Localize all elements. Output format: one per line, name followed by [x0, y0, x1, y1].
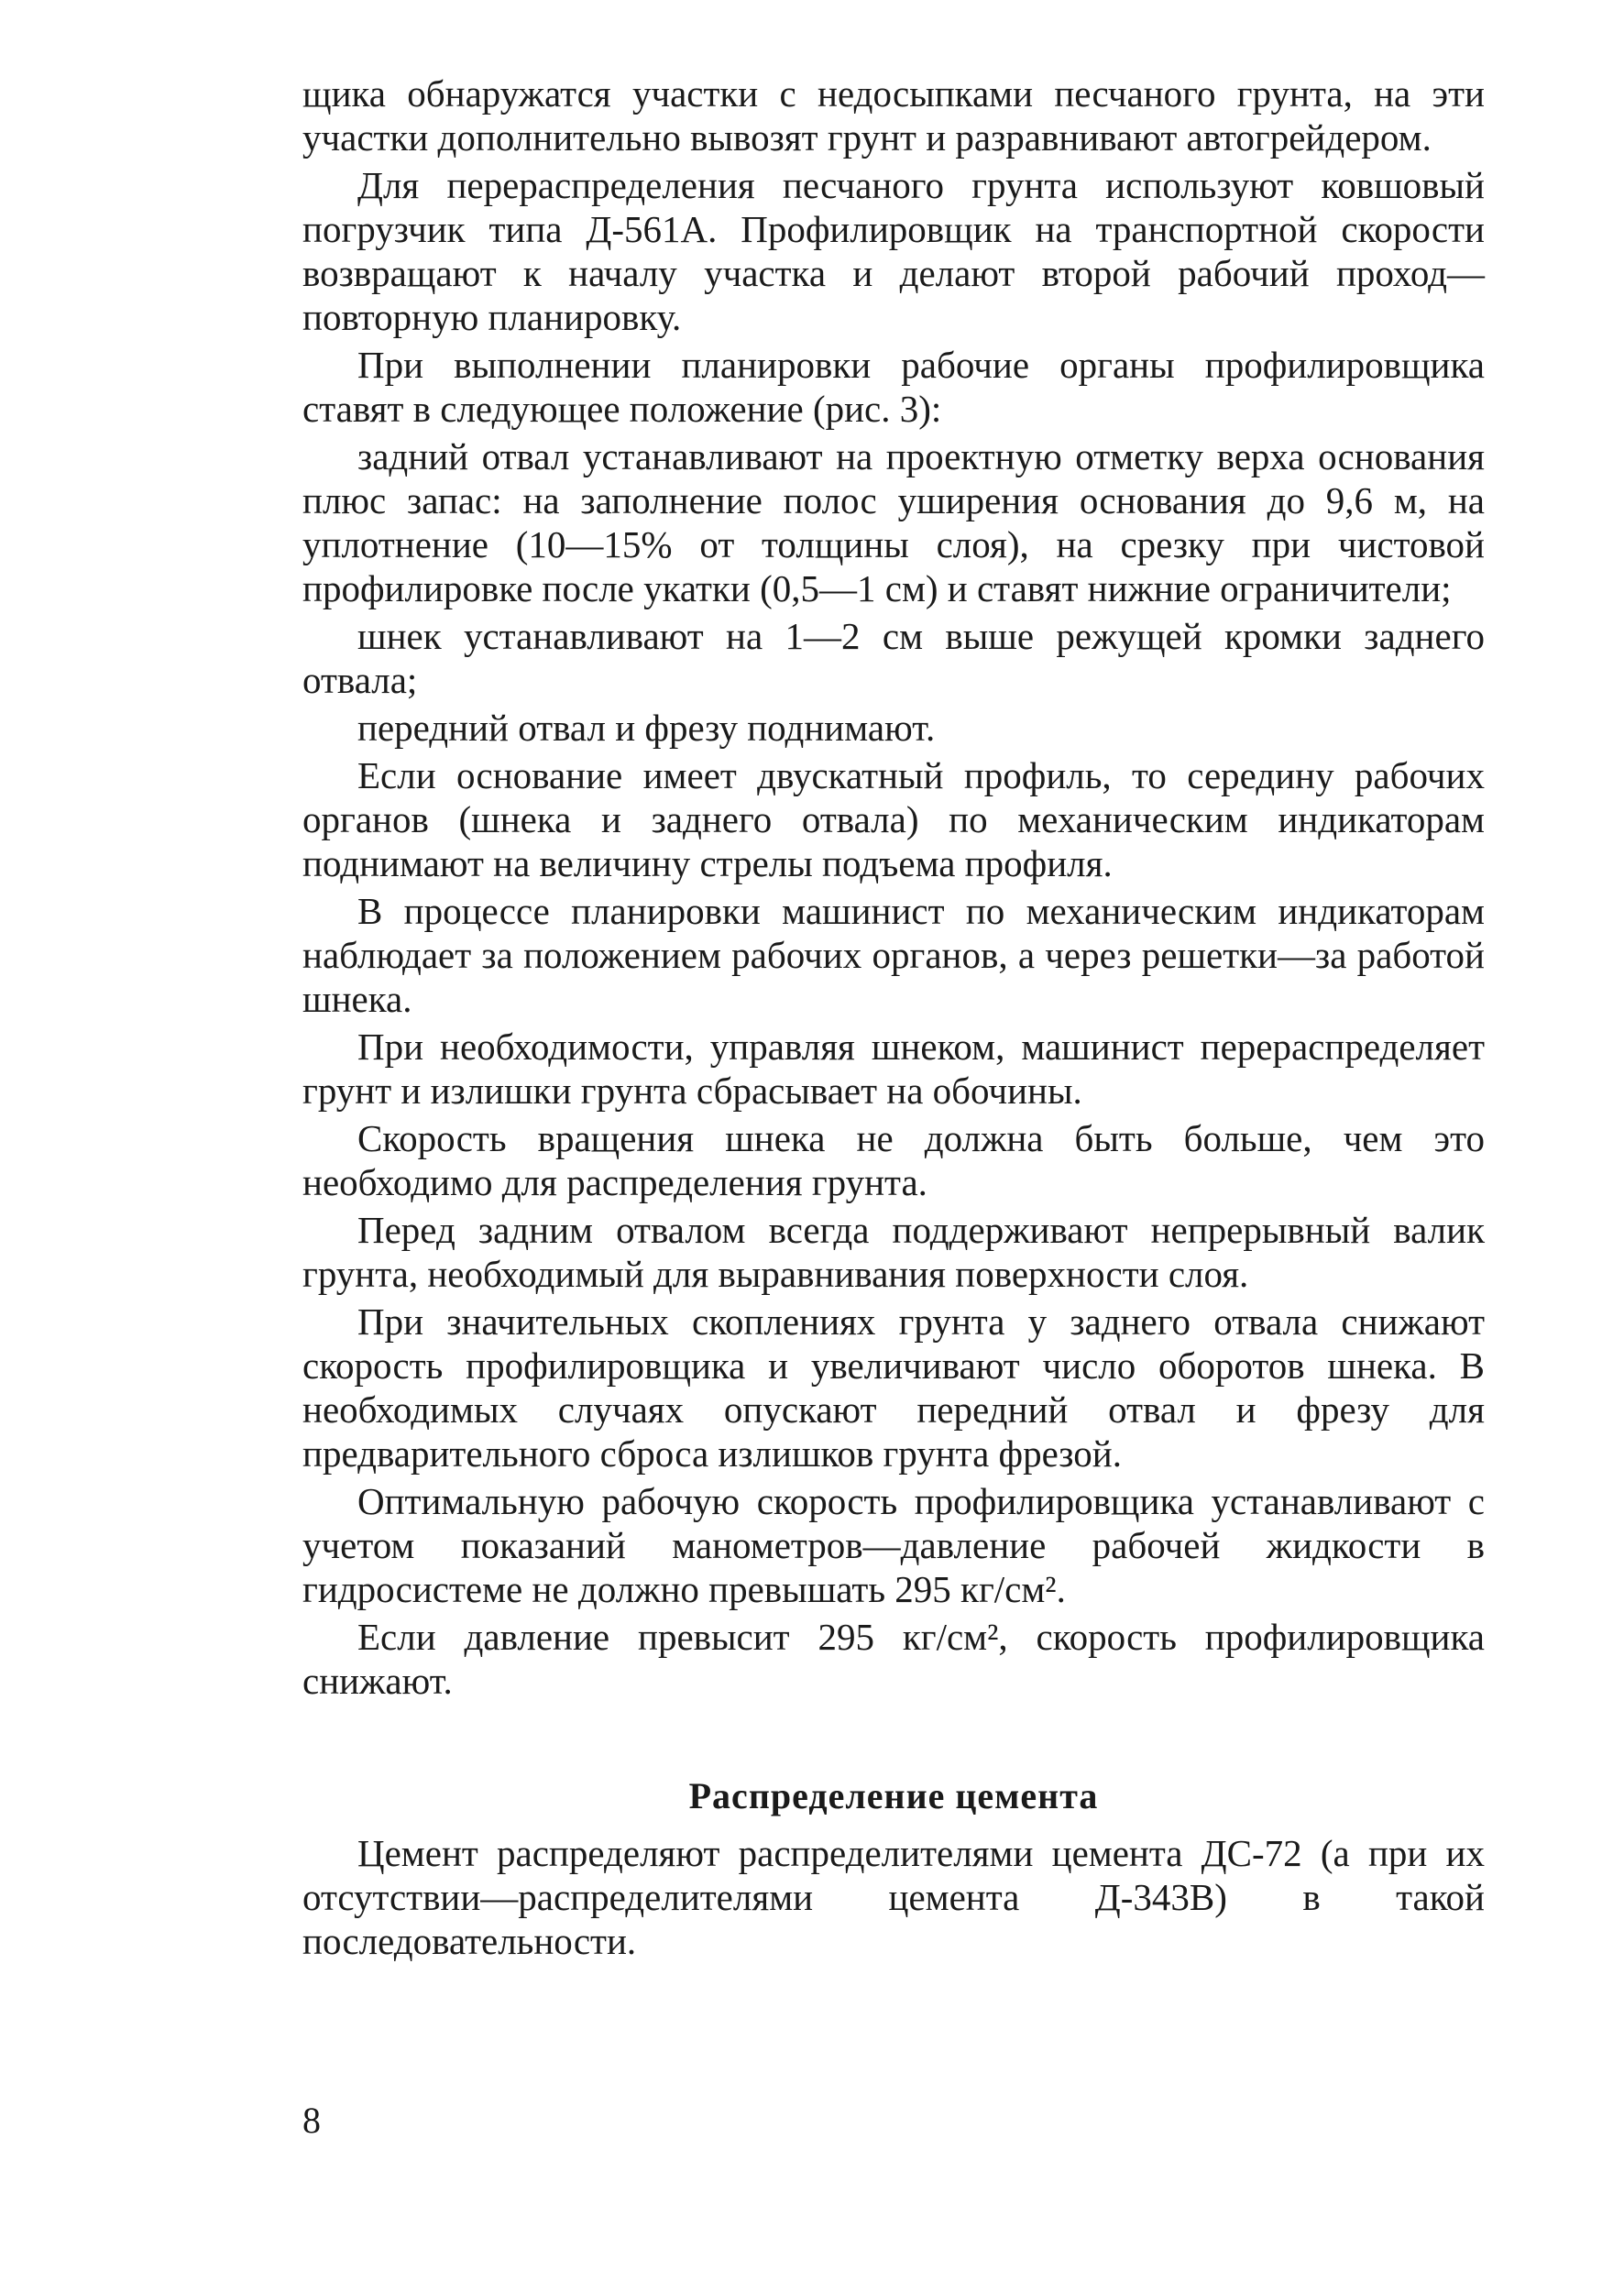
- paragraph-9: При необходимости, управляя шнеком, машинист перераспределяет грунт и излишки грунта сбрасывает на обочины.: [302, 1026, 1485, 1112]
- paragraph-10: Скорость вращения шнека не должна быть больше, чем это необходимо для распределения грунта.: [302, 1117, 1485, 1203]
- paragraph-8: В процессе планировки машинист по механическим индикаторам наблюдает за положением рабочих органов, а через решетки—за работой шнека.: [302, 890, 1485, 1020]
- paragraph-11: Перед задним отвалом всегда поддерживают непрерывный валик грунта, необходимый для выравнивания поверхности слоя.: [302, 1209, 1485, 1295]
- paragraph-6: передний отвал и фрезу поднимают.: [357, 707, 936, 749]
- paragraph-5: шнек устанавливают на 1—2 см выше режущей кромки заднего отвала;: [302, 615, 1485, 701]
- paragraph-4: задний отвал устанавливают на проектную отметку верха основания плюс запас: на заполнение полос уширения основания до 9,6 м, на уплотнение (10—15% от толщины слоя), на срезку при чистовой профилировке после укатки (0,5—1 см) и ставят нижние ограничители;: [302, 435, 1485, 609]
- document-page: [302, 71, 1485, 1963]
- paragraph-2: Для перераспределения песчаного грунта используют ковшовый погрузчик типа Д-561А. Профилировщик на транспортной скорости возвращают к началу участка и делают второй рабочий проход—повторную планировку.: [302, 164, 1485, 338]
- paragraph-7: Если основание имеет двускатный профиль, то середину рабочих органов (шнека и заднего отвала) по механическим индикаторам поднимают на величину стрелы подъема профиля.: [302, 754, 1485, 884]
- paragraph-3: При выполнении планировки рабочие органы профилировщика ставят в следующее положение (рис. 3):: [302, 344, 1485, 430]
- section-heading: Распределение цемента: [688, 1775, 1099, 1816]
- paragraph-13: Оптимальную рабочую скорость профилировщика устанавливают с учетом показаний манометров—давление рабочей жидкости в гидросистеме не должно превышать 295 кг/см².: [302, 1480, 1485, 1610]
- paragraph-12: При значительных скоплениях грунта у заднего отвала снижают скорость профилировщика и увеличивают число оборотов шнека. В необходимых случаях опускают передний отвал и фрезу для предварительного сброса излишков грунта фрезой.: [302, 1300, 1485, 1475]
- page-number: 8: [302, 2100, 321, 2141]
- paragraph-1: щика обнаружатся участки с недосыпками песчаного грунта, на эти участки дополнительно вывозят грунт и разравнивают автогрейдером.: [302, 72, 1485, 159]
- paragraph-15: Цемент распределяют распределителями цемента ДС-72 (а при их отсутствии—распределителями цемента Д-343В) в такой последовательности.: [302, 1832, 1485, 1962]
- paragraph-14: Если давление превысит 295 кг/см², скорость профилировщика снижают.: [302, 1616, 1485, 1702]
